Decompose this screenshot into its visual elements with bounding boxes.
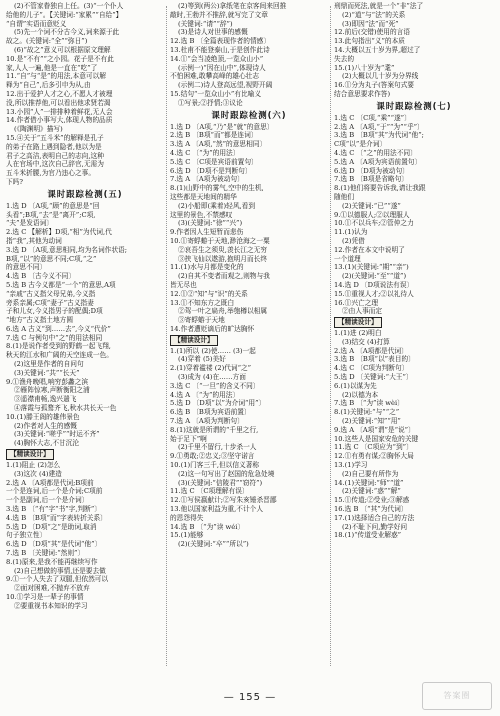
answer-line: ②面对困难,不抛弃不放弃 (14, 584, 90, 593)
page-number: — 155 — (223, 692, 277, 703)
section-heading: 课时跟踪检测(七) (376, 100, 452, 111)
answer-line: 13.此句指出“义”的本质 (334, 37, 405, 46)
answer-line: 7.选 A 〔A项为被动句〕 (170, 175, 244, 184)
answer-line: 刑鼎而死法,就是一个“非”法了 (334, 2, 424, 10)
answer-line: 6.(1)以谋为先 (334, 381, 377, 390)
answer-line: ③遥襟甫畅,逸兴遄飞 (14, 395, 77, 404)
answer-line: 4.选 B 〔B项“而”字表转折关系〕 (6, 513, 107, 522)
answer-line: 10.①不以兵车;②管仲之力 (334, 219, 414, 228)
answer-line: 11.“自”与“是”的用法,本意可以解 (6, 72, 106, 81)
answer-line: 头看”;B项,“去”是“离开”;C项, (6, 210, 96, 219)
answer-line: 的意思不同〕 (6, 263, 47, 272)
answer-line: 13.他以国家利益为重,不计个人 (170, 505, 264, 514)
answer-line: 1.(1)所以 (2)使…… (3)一起 (170, 346, 256, 355)
answer-line: 12.①写侯嬴献计;②写朱亥锤杀晋鄙 (170, 496, 277, 505)
answer-line: 君子之高洁,表明自己的志向,这种 (6, 151, 104, 160)
answer-line: 12.出于爱护人才之心,不愿人才被埋 (6, 89, 113, 98)
answer-line: (3)即因“法”而“死” (342, 19, 399, 28)
answer-line: 9.选 A 〔A项“谓”是“说”〕 (334, 425, 415, 434)
answer-line: 15.(1)能够 (170, 531, 204, 540)
watermark-logo: 答案圈 (422, 682, 492, 710)
answer-line: 2.选 C 【解析】D项,“相”为代词,代 (6, 228, 112, 237)
answer-line: (4)穿着 (5)美好 (178, 355, 226, 364)
answer-line: (《陶渊明》描写) (14, 125, 63, 134)
answer-line: 16.选 B 〔“其”为代词〕 (334, 505, 408, 514)
answer-line: (2)凭借 (342, 236, 365, 245)
answer-line: 始于足下”啊 (170, 434, 207, 443)
answer-line: 五斗米折腰,为官乃违心之事。 (6, 169, 96, 178)
answer-line: 14.作者遭贬谪后的旷达胸怀 (170, 324, 255, 333)
answer-line: 8.(1)山野中的雾气,空中的生机, (170, 184, 264, 193)
answer-line: (2)不耻下问,勤学好问 (342, 522, 408, 531)
answer-line: 6.选 D 〔D项不是判断句〕 (170, 166, 252, 175)
answer-line: (2)(关键词:“卒”“所以”) (178, 540, 249, 549)
answer-line: 随他们 (334, 192, 355, 201)
answer-line: 没,所以推荐他,可以看出他求贤若渴 (6, 98, 111, 107)
answer-line: 9.①以德服人;②以理服人 (334, 210, 410, 219)
answer-line: 一个是连词,后一个是介词;C项前 (6, 487, 103, 496)
answer-line: 1.选 C 〔C项,“乘”“遂”〕 (334, 113, 411, 122)
answer-line: (3)(关键词:“信陵君”“窃符”) (178, 478, 263, 487)
answer-line: (2)这一句写出了赵国的危急处境 (178, 469, 275, 478)
answer-line: (2)关键词:“知”“用” (342, 417, 401, 426)
answer-line: (2)小船即(乘着)轻风,看到 (178, 201, 256, 210)
answer-line: 12.前后(交错)使用的言语 (334, 28, 411, 37)
answer-line: B项,“以”的意思不同;C项,“之” (6, 254, 97, 263)
answer-line: 15.①传道;②受业;③解惑 (334, 496, 410, 505)
answer-line: 句子独立性〕 (6, 531, 47, 540)
answer-line: 10.(1)滕王阁的雄伟景色 (6, 412, 80, 421)
answer-line: 14.大概以五十岁为界,超过了 (334, 45, 421, 54)
answer-line: 6.选 A 古义“到……去”,今义“代价” (6, 324, 111, 333)
answer-line: 12.作者在本文中说明了 (334, 245, 405, 254)
answer-line: 皆无尽也 (170, 280, 197, 289)
answer-line: ③寄蜉蝣于天地 (178, 316, 225, 325)
answer-line: (2)关键词:“已”“遂” (342, 201, 401, 210)
answer-line: (3)成为 (4)在……方面 (178, 373, 246, 382)
answer-line: 7.选 C 与例句中“之”的用法相同 (6, 333, 103, 342)
answer-line: 3.选 B 〔B项“以”表目的〕 (334, 355, 415, 364)
answer-line: 不怕困难,敢攀高峰的雄心壮志 (170, 72, 260, 81)
answer-line: ②驾一叶之扁舟,举匏樽以相属 (178, 307, 268, 316)
answer-line: (示例一)“因在山中”,体现诗人 (178, 63, 266, 72)
answer-line: 10.(1)门客三千,但以信义著称 (170, 461, 260, 470)
answer-line: 2.选 A 〔A项,“于”“为”“乎”〕 (334, 122, 424, 131)
answer-line: 5.选 B 古今义都是“一个”的意思,A项 (6, 280, 116, 289)
answer-line: ④落霞与孤鹜齐飞,秋水共长天一色 (14, 404, 117, 413)
answer-line: C项“以”是介词〕 (334, 140, 387, 149)
section-box-label: 【精读设计】 (334, 317, 382, 328)
answer-line: 3.选 A 〔A项,“然”的意思相同〕 (170, 140, 267, 149)
section-heading: 课时跟踪检测(六) (211, 109, 287, 120)
section-box-label: 【精读设计】 (170, 335, 218, 346)
answer-line: 旁系亲属;C项“妻子”古义指妻 (6, 298, 94, 307)
answer-line: ③挟飞仙以遨游,抱明月而长终 (178, 254, 268, 263)
answer-line: 14.(1)关键词:“师”“道” (334, 478, 404, 487)
answer-line: 1.(1)阻止 (2)怎么 (6, 461, 61, 470)
answer-line: 12.选 B 〔全篇表现作者的情感〕 (170, 37, 271, 46)
answer-line: (关键词:“请”“辞”) (178, 19, 233, 28)
answer-line: (3)结交 (4)打算 (342, 337, 390, 346)
answer-line: 10.①寄蜉蝣于天地,渺沧海之一粟 (170, 236, 270, 245)
answer-line: 2.(1)穿着褴褛 (2)代词“之” (170, 364, 252, 373)
answer-line: 14.作者借小事写大,体现人物的品质 (6, 116, 113, 125)
answer-line: 6.选 D 〔D项“其”是代词“他”〕 (6, 540, 102, 549)
answer-line: 5.选 A 〔A项为宾语前置句〕 (334, 157, 422, 166)
answer-line: (2)不管家眷独自上任。(3)“一个仆人 (14, 2, 124, 10)
answer-line: 6.选 B 〔B项为宾语前置〕 (170, 408, 251, 417)
answer-line: (3)(关键词:“徐”“兴”) (178, 219, 243, 228)
answer-line: 3.选 B 〔B项“其”为代词“他”; (334, 131, 424, 140)
answer-line: ②哀吾生之须臾,羡长江之无穷 (178, 245, 268, 254)
answer-line: 指“我”,其他为动词 (6, 236, 62, 245)
column-divider (330, 6, 331, 666)
answer-line: ②由人事而定 (342, 307, 383, 316)
answer-line: 13.(1)学习 (334, 461, 368, 470)
answer-line: 10.是“不有”“之小园。花子是不有此 (6, 54, 114, 63)
answer-line: (3)这次 (4)建造 (14, 469, 62, 478)
answer-line: (2)作者对人生的感慨 (14, 421, 77, 430)
answer-line: 下吗? (6, 177, 23, 186)
answer-line: 9.①渔舟晚唱,响穷彭蠡之滨 (6, 377, 89, 386)
column-right (334, 2, 494, 674)
answer-line: “亲戚”古义指父母兄弟,今义指 (6, 289, 96, 298)
answer-line: 4.选 C 〔C项为判断句〕 (334, 364, 409, 373)
answer-line: 3.选 B 〔“有”字“书”字,判断”〕 (6, 505, 101, 514)
answer-line: 5.选 D 〔D项“之”是助词,取消 (6, 522, 97, 531)
answer-line: (2)自其不变者而观之,则物与我 (178, 272, 270, 281)
answer-line: 这里的景色,不禁感叹 (170, 210, 233, 219)
answer-line: 12.①有勇有谋;②胸怀大局 (334, 452, 414, 461)
answer-line: 4.选 C 〔“为”的用法〕 (170, 148, 240, 157)
answer-line: 13.①不知东方之既白 (170, 298, 235, 307)
answer-line: 16.①分为丸子(答案句式要 (334, 81, 415, 90)
answer-line: 8.(1)关键词:“与”“之” (334, 408, 400, 417)
answer-line: 11.选 C 〔C项应为“到”〕 (334, 443, 413, 452)
answer-line: 7.选 B 〔B项是省略句〕 (334, 175, 408, 184)
answer-line: (2)(关键词:“至”“道”) (342, 272, 407, 281)
answer-line: 12.①②“知”与“识”的关系 (170, 289, 248, 298)
column-middle (170, 2, 328, 674)
answer-line: 9.①一个人失去了双腿,但依然可以 (6, 575, 109, 584)
answer-line: 6.选 D 〔D项为被动句〕 (334, 166, 409, 175)
answer-line: 子和儿女,今义指男子的配偶;D项 (6, 307, 103, 316)
answer-line: 10.这些人是国家安危的关键 (334, 434, 419, 443)
answer-line: (2)等到(两公)拿纸笔在京客间来回推 (178, 2, 287, 10)
answer-line: (2)“道”与“法”的关系 (342, 10, 406, 19)
answer-line: (6)“故之”意义可以根据原文理解 (14, 45, 111, 54)
answer-line: 一个道理 (334, 254, 361, 263)
answer-line: (4)胸怀大志,不甘沉沦 (14, 439, 80, 448)
answer-line: 1.选 D 〔A项,“乃”是“就”的意思〕 (170, 122, 274, 131)
answer-line: 14.选 B 〔“为”读 wéi〕 (170, 522, 245, 531)
answer-line: (2)这里是作者的自问句 (14, 360, 84, 369)
answer-line: 9.①勇敢;②忠义;③坚守诺言 (170, 452, 255, 461)
answer-line: 11.(1)水与月都是变化的 (170, 263, 244, 272)
answer-line: 16.①兴亡之理 (334, 298, 379, 307)
answer-line: “地方”古义指土地方圆 (6, 316, 74, 325)
answer-line: (2)自己想做的事情,还是要去做 (14, 566, 106, 575)
answer-line: 8.(1)原来,是我不能再继续写作 (6, 557, 98, 566)
answer-line: 18.(1)“传道受业解惑” (334, 531, 402, 540)
answer-line: 10.①学习是一辈子的事情 (6, 593, 84, 601)
answer-line: 家,人人一遍,他是一直在“吃”了 (6, 63, 98, 72)
answer-line: 失去的 (334, 54, 355, 63)
answer-line: 4.选 A 〔“为”的用法〕 (170, 390, 240, 399)
answer-line: 3.选 D 〔A项,意思相同,均为名词作状语; (6, 245, 127, 254)
answer-line: 15.①重视人才;②以礼待人 (334, 289, 414, 298)
answer-line: 15.(1)八十岁为“耄” (334, 63, 395, 72)
answer-line: 14.①“会当凌绝顶,一览众山小” (170, 54, 264, 63)
answer-line: (5)先一个词不分古今义,词来源于此 (14, 28, 120, 37)
answer-line: 13.(1)(关键词:“期”“亲”) (334, 263, 409, 272)
section-box-label: 【精读设计】 (6, 449, 54, 460)
answer-line: (3)是诗人对世事的感慨 (178, 28, 248, 37)
answer-line: 这些都是天地间的精华 (170, 192, 237, 201)
answer-line: 的弟子在路上遇到隐者,他以为是 (6, 142, 102, 151)
answer-line: 4.选 B 〔古今义不同〕 (6, 272, 76, 281)
answer-line: 敲时,王勃并不推辞,就写完了文章 (170, 10, 268, 19)
answer-line: 结合意思要求作答) (334, 89, 391, 98)
answer-line: 17.(1)选择适合自己的方法 (334, 513, 415, 522)
answer-line: 2.选 B 〔B项“而”都是连词〕 (170, 131, 258, 140)
answer-line: (3)关键词:“共”“长天” (14, 368, 80, 377)
answer-line: ②要重视书本知识的学习 (14, 601, 88, 610)
answer-line: 5.选 D 〔D项“以”为介词“用”〕 (170, 399, 266, 408)
answer-line: 7.选 B 〔“为”读 wèi〕 (334, 399, 404, 408)
answer-line: ②雁阵惊寒,声断衡阳之浦 (14, 386, 90, 395)
answer-line: 13.杜甫不能登泰山,于是创作此诗 (170, 45, 270, 54)
answer-line: 人在官场中,这次自己辞官,无需为 (6, 160, 104, 169)
answer-line: 7.选 A 〔A项为判断句〕 (170, 417, 244, 426)
answer-line: 14.选 D 〔D项说法有误〕 (334, 280, 414, 289)
answer-line: 故之。(关键词:“全”“弥日”) (6, 37, 88, 46)
answer-line: 15.④关于“五斗米”的解释是孔子 (6, 133, 104, 142)
answer-line: “自谓”实语而意贬义 (6, 19, 67, 28)
answer-line: 2.选 A 〔A项都是代词〕 (334, 346, 408, 355)
answer-line: 9.作者因人生短暂而悲伤 (170, 228, 244, 237)
answer-line: (2)以德为本 (342, 390, 379, 399)
answer-line: 给他的儿子”。【关键词:“家累”“自给”】 (6, 10, 123, 19)
answer-line: (2)大概以几十岁为分界线 (342, 72, 419, 81)
answer-line: 1.(1)进 (2)明白 (334, 329, 382, 338)
answer-line: 11.(1)认为 (334, 228, 368, 237)
answer-line: 1.选 D 〔A项,“顾”的意思是“回 (6, 201, 100, 210)
answer-line: 11.选 C 〔C项理解有误〕 (170, 487, 249, 496)
answer-line: 4.选 C 〔“之”的用法不同〕 (334, 148, 417, 157)
answer-line: 的恩怨得失 (170, 513, 204, 522)
column-left (6, 2, 164, 674)
answer-line: 8.(1)他们将要告诉我,请让我跟 (334, 184, 426, 193)
answer-line: 15.结句“一览众山小”有比喻义 (170, 89, 262, 98)
answer-line: 5.选 C 〔C项是宾语前置句〕 (170, 157, 258, 166)
answer-line: 3.选 C 〔“一旦”的含义不同〕 (170, 381, 260, 390)
answer-line: 8.(1)这就是所谓的“千里之行, (170, 425, 259, 434)
answer-line: (2)千里不留行,十步杀一人 (178, 443, 257, 452)
answer-line: “夫”是发语词〕 (6, 219, 53, 228)
section-heading: 课时跟踪检测(五) (47, 188, 123, 199)
answer-line: 8.(1)是说作者受到的野鹤一起飞翔, (6, 342, 111, 351)
column-divider (166, 6, 167, 666)
answer-line: (2)自己要有所作为 (342, 469, 399, 478)
answer-line: 2.选 A 〔A项都是代词;B项前 (6, 478, 94, 487)
answer-line: ①写景;②抒情;③议论 (178, 98, 243, 107)
answer-line: 5.选 D 〔关键词:“大王”〕 (334, 373, 413, 382)
answer-line: (3)关键词:“嗟乎”“时运不齐” (14, 430, 100, 439)
answer-line: 秋天的江水和广阔的天空连成一色。 (6, 351, 113, 360)
answer-line: 释为“自己”,后多引申为从,由 (6, 81, 91, 90)
answer-line: (示例二)诗人登高远望,视野开阔 (178, 81, 273, 90)
answer-line: 13.小园“人”一排排种着鲜花,无人会 (6, 107, 113, 116)
answer-line: 一个是副词,后一个是介词〕 (6, 496, 89, 505)
answer-line: 7.选 B 〔关键词:“然则”〕 (6, 549, 85, 558)
answer-line: (2)关键词:“惑”“解” (342, 487, 401, 496)
